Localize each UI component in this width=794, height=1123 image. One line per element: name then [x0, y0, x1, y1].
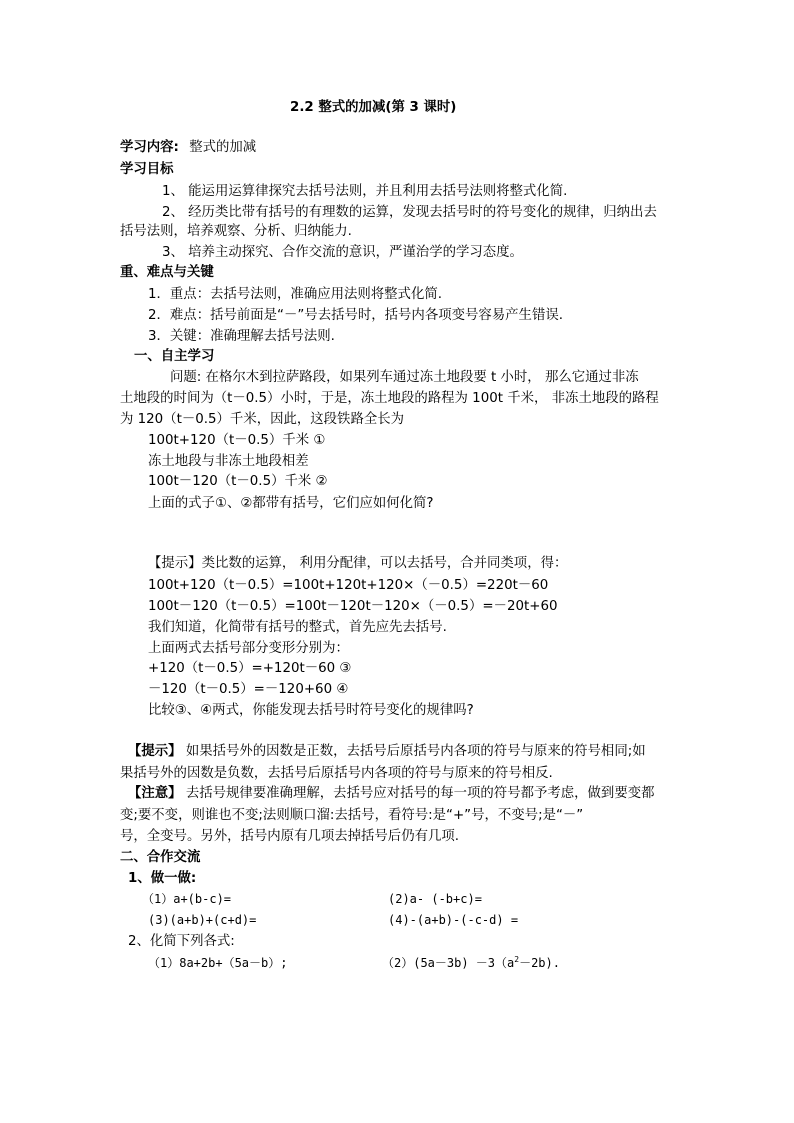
- hint-1-eq-3: +120（t－0.5）=+120t－60 ③: [148, 661, 352, 676]
- exercise-2: (2)a- (-b+c)=: [388, 892, 482, 906]
- simplify-2: [382, 953, 560, 973]
- hint-1-label: 【提示】: [148, 556, 202, 571]
- exercise-3: (3)(a+b)+(c+d)=: [148, 913, 257, 927]
- goal-item-2-cont: 括号法则，培养观察、分析、归纳能力.: [120, 224, 352, 239]
- goals-heading: 学习目标: [120, 162, 174, 177]
- exercise-1: （1）a+(b-c)=: [142, 892, 232, 906]
- content-label: 学习内容:: [120, 140, 179, 155]
- try-heading: 1、做一做:: [128, 871, 197, 886]
- difference-line: 冻土地段与非冻土地段相差: [148, 454, 309, 469]
- goal-item-1: 1、 能运用运算律探究去括号法则，并且利用去括号法则将整式化简.: [162, 184, 568, 199]
- coop-heading: 二、合作交流: [120, 850, 201, 865]
- hint-2-line-1: [128, 742, 646, 762]
- simplify-2-post: －2b).: [519, 956, 560, 970]
- problem-line-3: 为 120（t－0.5）千米，因此，这段铁路全长为: [120, 412, 405, 427]
- difficult-point: 2．难点：括号前面是“－”号去括号时，括号内各项变号容易产生错误.: [148, 308, 563, 323]
- note-line-2: 变;要不变，则谁也不变;法则顺口溜:去括号，看符号:是“+”号，不变号;是“－”: [120, 808, 584, 823]
- goal-item-2: 2、 经历类比带有括号的有理数的运算，发现去括号时的符号变化的规律，归纳出去: [162, 205, 657, 220]
- expression-2: 100t－120（t－0.5）千米 ②: [148, 474, 328, 489]
- problem-line-1: 问题: 在格尔木到拉萨路段，如果列车通过冻土地段要 t 小时， 那么它通过非冻: [170, 370, 639, 385]
- simplify-heading: 2、化简下列各式:: [128, 934, 235, 949]
- page-title: 2.2 整式的加减(第 3 课时): [290, 100, 457, 115]
- hint-1-eq-4: －120（t－0.5）=－120+60 ④: [148, 682, 349, 697]
- hint-1-line-7: 比较③、④两式，你能发现去括号时符号变化的规律吗?: [148, 703, 474, 718]
- problem-line-2: 土地段的时间为（t－0.5）小时，于是，冻土地段的路程为 100t 千米， 非冻土地段的路程: [120, 391, 659, 406]
- hint-2-label: 【提示】: [128, 744, 182, 759]
- note-line-1: [128, 784, 655, 804]
- hint-1-eq-1: 100t+120（t－0.5）=100t+120t+120×（－0.5）=220t－60: [148, 578, 549, 593]
- hint-1-text: 类比数的运算， 利用分配律，可以去括号，合并同类项，得：: [201, 556, 568, 571]
- note-line-3: 号，全变号。另外，括号内原有几项去掉括号后仍有几项.: [120, 829, 460, 844]
- simplify-2-pre: （2）(5a－3b) －3（a: [382, 956, 515, 970]
- hint-1-eq-2: 100t－120（t－0.5）=100t－120t－120×（－0.5）=－20t+60: [148, 599, 558, 614]
- note-label: 【注意】: [128, 786, 182, 801]
- keys-heading: 重、难点与关键: [120, 265, 214, 280]
- key-point: 1．重点：去括号法则，准确应用法则将整式化简.: [148, 287, 442, 302]
- expression-1: 100t+120（t－0.5）千米 ①: [148, 433, 326, 448]
- content-value: 整式的加减: [189, 140, 257, 155]
- goal-item-3: 3、 培养主动探究、合作交流的意识，严谨治学的学习态度。: [162, 245, 523, 260]
- question-line: 上面的式子①、②都带有括号，它们应如何化简?: [148, 496, 434, 511]
- note-text: 去括号规律要准确理解，去括号应对括号的每一项的符号都予考虑，做到要变都: [181, 786, 655, 801]
- content-line: [120, 138, 256, 158]
- self-study-heading: 一、自主学习: [134, 349, 215, 364]
- hint-1-line-4: 上面两式去括号部分变形分别为：: [148, 641, 349, 656]
- hint-1-line-3: 我们知道，化简带有括号的整式，首先应先去括号.: [148, 620, 447, 635]
- exercise-4: (4)-(a+b)-(-c-d) =: [388, 913, 519, 927]
- hint-1-line: [148, 554, 567, 574]
- simplify-2-exponent: 2: [514, 955, 520, 964]
- crucial-point: 3．关键：准确理解去括号法则.: [148, 329, 335, 344]
- hint-2-text: 如果括号外的因数是正数，去括号后原括号内各项的符号与原来的符号相同;如: [181, 744, 646, 759]
- hint-2-line-2: 果括号外的因数是负数，去括号后原括号内各项的符号与原来的符号相反.: [120, 766, 553, 781]
- simplify-1: （1）8a+2b+（5a－b）;: [148, 956, 288, 970]
